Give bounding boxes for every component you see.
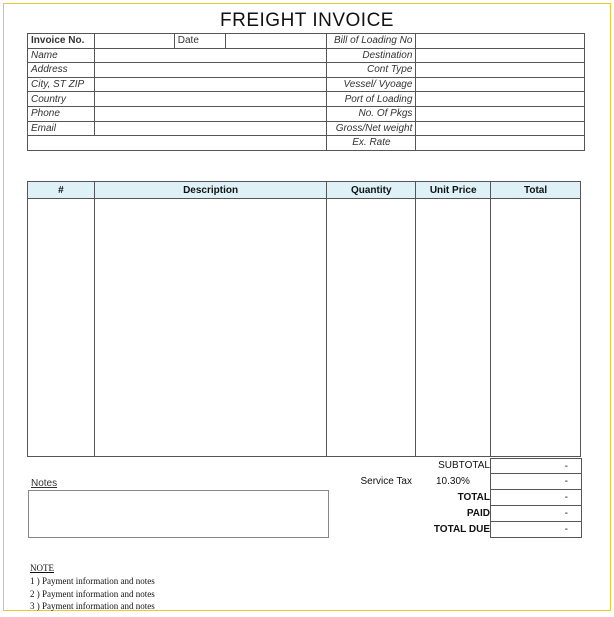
pkgs-field[interactable] [416, 106, 585, 121]
paid-label: PAID [466, 508, 490, 519]
vessel-label: Vessel/ Vyoage [327, 77, 416, 92]
tax-value: - [490, 474, 582, 490]
notes-label: Notes [31, 478, 58, 489]
date-field[interactable] [225, 34, 327, 49]
line-items-table [27, 181, 581, 457]
weight-field[interactable] [416, 121, 585, 136]
items-header-row [28, 182, 581, 199]
col-header-number: # [28, 182, 95, 199]
footer-note-list [30, 575, 155, 613]
invoice-title: FREIGHT INVOICE [220, 10, 394, 31]
total-value: - [490, 490, 582, 506]
tax-rate[interactable]: 10.30% [436, 476, 470, 487]
info-row [28, 77, 585, 92]
cont-type-field[interactable] [416, 63, 585, 78]
footer-note-line: 2 ) Payment information and notes [30, 588, 155, 599]
total-due-value: - [490, 522, 582, 538]
totals-section [354, 458, 582, 538]
total-cell[interactable] [491, 199, 581, 457]
tax-label: Service Tax [360, 476, 412, 487]
notes-input[interactable] [28, 490, 329, 538]
country-label: Country [28, 92, 95, 107]
info-row [28, 63, 585, 78]
blank-field[interactable] [28, 136, 327, 151]
weight-label: Gross/Net weight [327, 121, 416, 136]
col-header-unit-price: Unit Price [416, 182, 491, 199]
tax-row [354, 474, 582, 490]
items-body-row [28, 199, 581, 457]
port-of-loading-label: Port of Loading [327, 92, 416, 107]
info-row [28, 48, 585, 63]
subtotal-value: - [490, 458, 582, 474]
city-label: City, ST ZIP [28, 77, 95, 92]
subtotal-label: SUBTOTAL [438, 460, 490, 471]
address-label: Address [28, 63, 95, 78]
name-field[interactable] [94, 48, 326, 63]
unit-price-cell[interactable] [416, 199, 491, 457]
email-field[interactable] [94, 121, 326, 136]
footer-note-line: 3 ) Payment information and notes [30, 601, 155, 611]
port-of-loading-field[interactable] [416, 92, 585, 107]
col-header-description: Description [94, 182, 327, 199]
col-header-quantity: Quantity [327, 182, 416, 199]
footer-note-line: 1 ) Payment information and notes [30, 576, 155, 586]
phone-field[interactable] [94, 106, 326, 121]
destination-field[interactable] [416, 48, 585, 63]
info-row [28, 121, 585, 136]
number-cell[interactable] [28, 199, 95, 457]
info-row [28, 92, 585, 107]
cont-type-label: Cont Type [327, 63, 416, 78]
city-field[interactable] [94, 77, 326, 92]
total-label: TOTAL [457, 492, 490, 503]
date-label: Date [174, 34, 225, 49]
bill-of-loading-label: Bill of Loading No [327, 34, 416, 49]
address-field[interactable] [94, 63, 326, 78]
name-label: Name [28, 48, 95, 63]
paid-row [354, 506, 582, 522]
total-due-label: TOTAL DUE [433, 524, 490, 535]
invoice-no-label: Invoice No. [28, 34, 95, 49]
ex-rate-field[interactable] [416, 136, 585, 151]
info-row [28, 106, 585, 121]
invoice-no-field[interactable] [94, 34, 174, 49]
country-field[interactable] [94, 92, 326, 107]
pkgs-label: No. Of Pkgs [327, 106, 416, 121]
invoice-page [3, 3, 611, 611]
info-row [28, 136, 585, 151]
email-label: Email [28, 121, 95, 136]
vessel-field[interactable] [416, 77, 585, 92]
col-header-total: Total [491, 182, 581, 199]
bill-of-loading-field[interactable] [416, 34, 585, 49]
paid-value[interactable]: - [490, 506, 582, 522]
quantity-cell[interactable] [327, 199, 416, 457]
footer-note-title: NOTE [30, 563, 54, 573]
total-due-row [354, 522, 582, 538]
invoice-info-table [27, 33, 585, 151]
destination-label: Destination [327, 48, 416, 63]
phone-label: Phone [28, 106, 95, 121]
total-row [354, 490, 582, 506]
subtotal-row [354, 458, 582, 474]
description-cell[interactable] [94, 199, 327, 457]
info-row [28, 34, 585, 49]
ex-rate-label: Ex. Rate [327, 136, 416, 151]
